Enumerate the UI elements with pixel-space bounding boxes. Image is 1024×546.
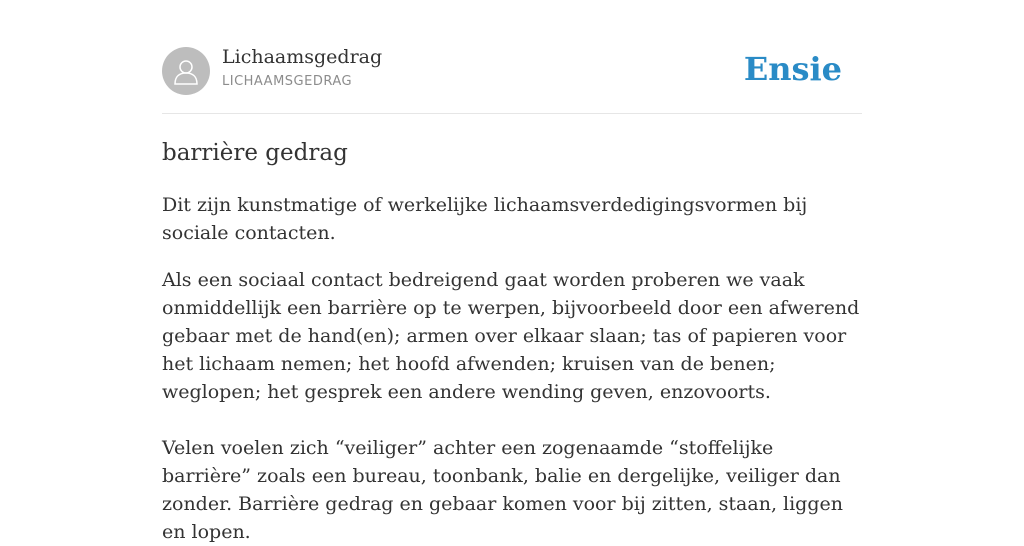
author-category: LICHAAMSGEDRAG bbox=[222, 74, 353, 89]
article-paragraph-1: Dit zijn kunstmatige of werkelijke lichaamsverdedigingsvormen bij sociale contacten. bbox=[162, 194, 808, 244]
author-avatar[interactable] bbox=[162, 47, 210, 95]
author-name-link[interactable]: Lichaamsgedrag bbox=[222, 46, 383, 68]
article-paragraph-3: Velen voelen zich “veiliger” achter een zogenaamde “stoffelijke barrière” zoals een bureau, toonbank, balie en dergelijke, veiliger dan zonder. Barrière gedrag en gebaar komen voor bij zitten, staan, liggen en lopen. bbox=[162, 437, 843, 543]
ensie-logo-link[interactable]: Ensie bbox=[743, 50, 842, 88]
article-paragraph-2: Als een sociaal contact bedreigend gaat worden proberen we vaak onmiddellijk een barrière op te werpen, bijvoorbeeld door een afwerend gebaar met de hand(en); armen over elkaar slaan; tas of papieren voor het lichaam nemen; het hoofd afwenden; kruisen van de benen; weglopen; het gesprek een andere wending geven, enzovoorts. bbox=[162, 269, 860, 403]
page-title: barrière gedrag bbox=[162, 140, 348, 166]
article-container bbox=[162, 0, 862, 546]
article-header bbox=[162, 0, 862, 114]
user-icon bbox=[171, 56, 201, 86]
